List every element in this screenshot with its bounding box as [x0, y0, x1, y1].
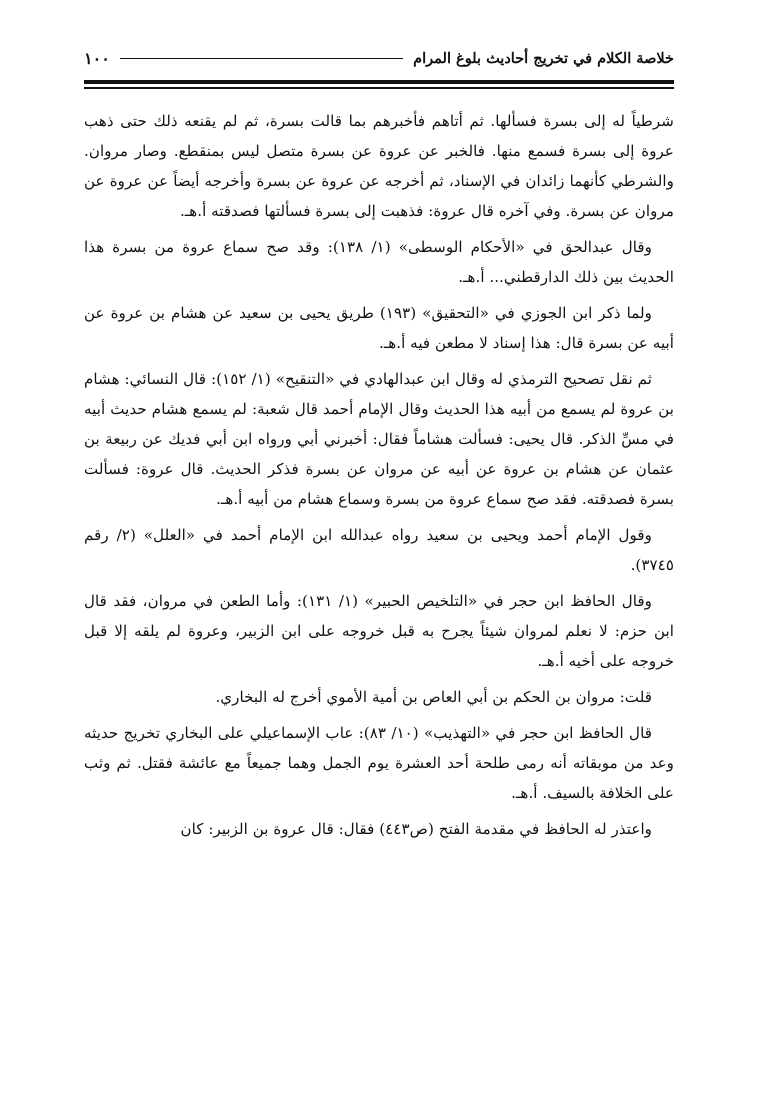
header-dash-line — [120, 58, 403, 59]
paragraph-4: ثم نقل تصحيح الترمذي له وقال ابن عبدالهادي في «التنقيح» (١/ ١٥٢): قال النسائي: هشام بن عروة لم يسمع من أبيه هذا الحديث وقال الإمام أحمد قال شعبة: لم يسمع هشام حديث أبيه في مسِّ الذكر. قال يحيى: فسألت هشاماً فقال: أخبرني أبي ورواه ابن أبي فديك عن ربيعة بن عثمان عن هشام بن عروة عن أبيه عن مروان عن بسرة فذكر الحديث. قال عروة: فسألت بسرة فصدقته. فقد صح سماع عروة من بسرة وسماع هشام من أبيه أ.هـ. — [84, 370, 674, 508]
paragraph-7: قلت: مروان بن الحكم بن أبي العاص بن أمية الأموي أخرج له البخاري. — [215, 688, 652, 706]
page-body — [84, 106, 674, 850]
paragraph-9: واعتذر له الحافظ في مقدمة الفتح (ص٤٤٣) فقال: قال عروة بن الزبير: كان — [180, 820, 652, 838]
page-header — [84, 44, 674, 72]
paragraph-6: وقال الحافظ ابن حجر في «التلخيص الحبير» (١/ ١٣١): وأما الطعن في مروان، فقد قال ابن حزم: لا نعلم لمروان شيئاً يجرح به قبل خروجه على ابن الزبير، وعروة لم يلقه إلا قبل خروجه على أخيه أ.هـ. — [84, 592, 674, 670]
running-title: خلاصة الكلام في تخريج أحاديث بلوغ المرام — [413, 49, 674, 67]
header-rule-thin — [84, 87, 674, 89]
paragraph-1: شرطياً له إلى بسرة فسألها. ثم أتاهم فأخبرهم بما قالت بسرة، ثم لم يقنعه ذلك حتى ذهب عروة إلى بسرة فسمع منها. فالخبر عن عروة عن بسرة متصل ليس بمنقطع. وصار مروان. والشرطي كأنهما زائدان في الإسناد، ثم أخرجه عن عروة عن بسرة وأخرجه أيضاً عن عروة عن مروان عن بسرة. وفي آخره قال عروة: فذهبت إلى بسرة فسألتها فصدقته أ.هـ. — [84, 112, 674, 220]
page-number: ١٠٠ — [84, 48, 110, 68]
header-rule-thick — [84, 80, 674, 84]
paragraph-8: قال الحافظ ابن حجر في «التهذيب» (١٠/ ٨٣): عاب الإسماعيلي على البخاري تخريج حديثه وعد من موبقاته أنه رمى طلحة أحد العشرة يوم الجمل وهما جميعاً مع عائشة فقتل. ثم وثب على الخلافة بالسيف. أ.هـ. — [84, 724, 674, 802]
paragraph-3: ولما ذكر ابن الجوزي في «التحقيق» (١٩٣) طريق يحيى بن سعيد عن هشام بن عروة عن أبيه عن بسرة قال: هذا إسناد لا مطعن فيه أ.هـ. — [84, 304, 674, 352]
paragraph-2: وقال عبدالحق في «الأحكام الوسطى» (١/ ١٣٨): وقد صح سماع عروة من بسرة هذا الحديث بين ذلك الدارقطني... أ.هـ. — [84, 238, 674, 286]
paragraph-5: وقول الإمام أحمد ويحيى بن سعيد رواه عبدالله ابن الإمام أحمد في «العلل» (٢/ رقم ٣٧٤٥). — [84, 526, 674, 574]
